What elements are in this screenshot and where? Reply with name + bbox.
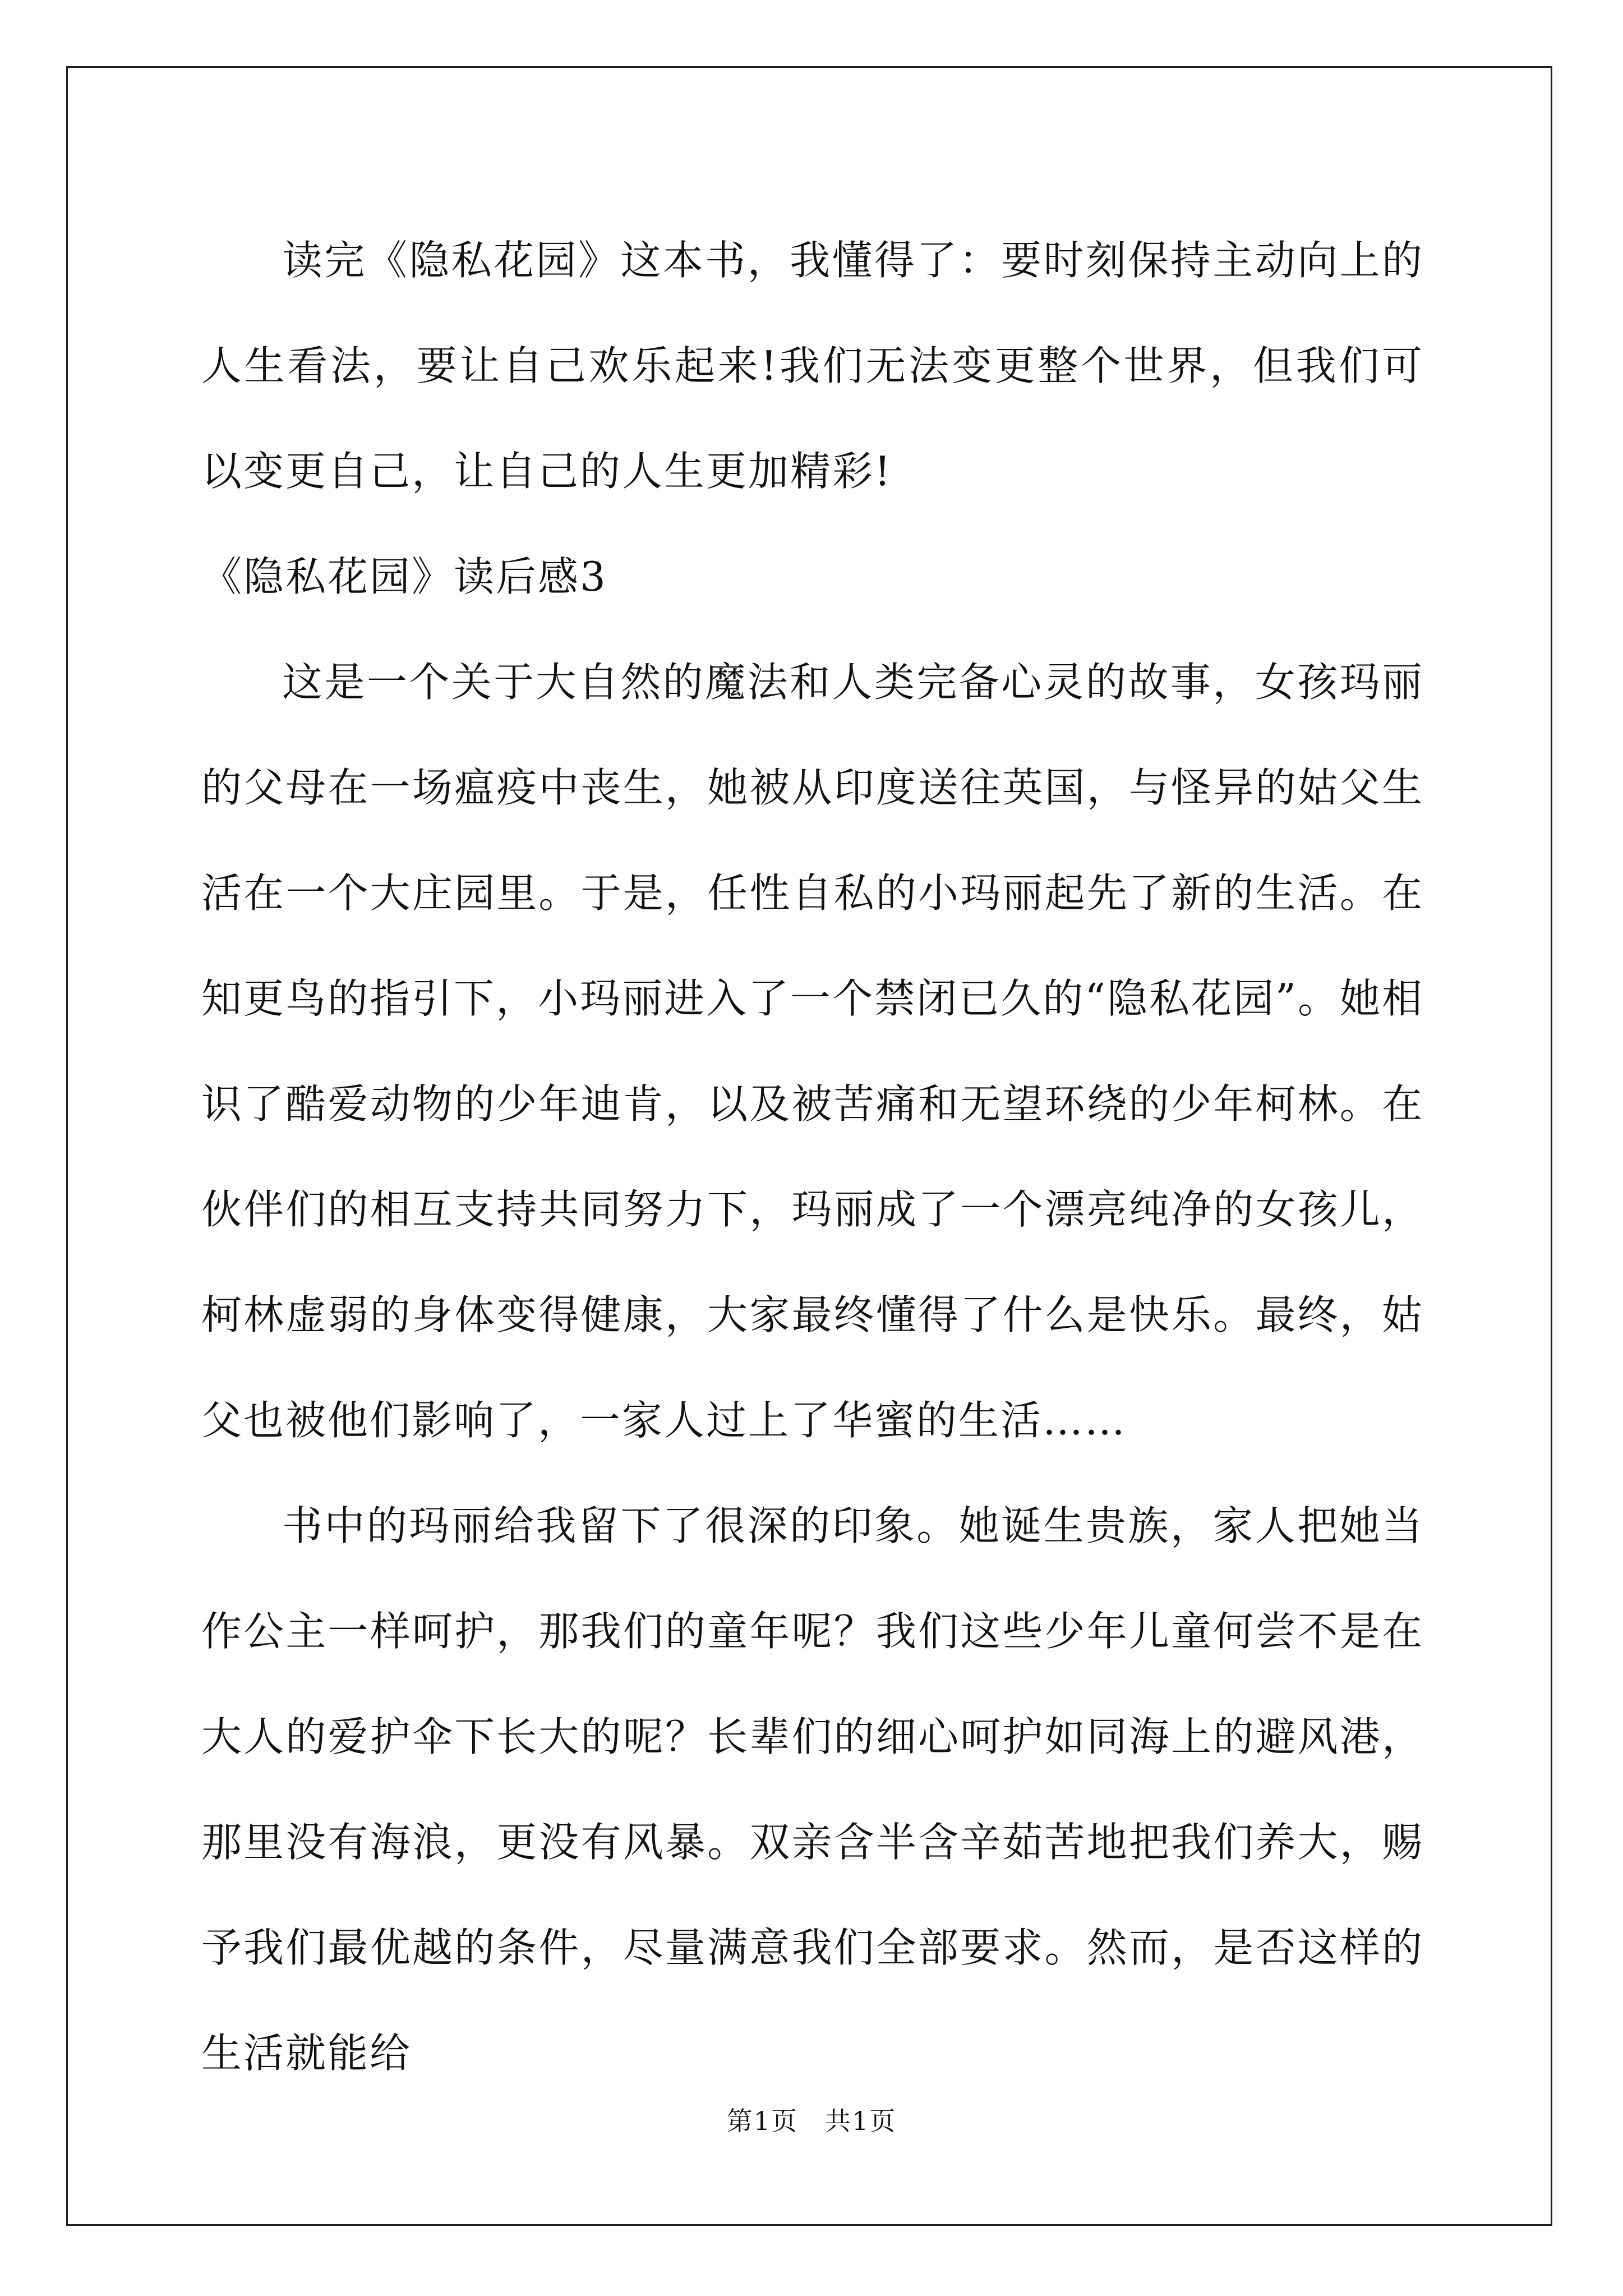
paragraph-conclusion: 读完《隐私花园》这本书，我懂得了：要时刻保持主动向上的人生看法，要让自己欢乐起来!我们无法变更整个世界，但我们可以变更自己，让自己的人生更加精彩!	[201, 237, 1424, 495]
page-number: 第1页 共1页	[726, 2106, 897, 2136]
section-heading: 《隐私花园》读后感3	[201, 553, 607, 600]
document-body	[201, 208, 1424, 2106]
paragraph-story-summary: 这是一个关于大自然的魔法和人类完备心灵的故事，女孩玛丽的父母在一场瘟疫中丧生，她被从印度送往英国，与怪异的姑父生活在一个大庄园里。于是，任性自私的小玛丽起先了新的生活。在知更鸟的指引下，小玛丽进入了一个禁闭已久的“隐私花园”。她相识了酷爱动物的少年迪肯，以及被苦痛和无望环绕的少年柯林。在伙伴们的相互支持共同努力下，玛丽成了一个漂亮纯净的女孩儿，柯林虚弱的身体变得健康，大家最终懂得了什么是快乐。最终，姑父也被他们影响了，一家人过上了华蜜的生活……	[201, 659, 1424, 1444]
paragraph-mary-impression: 书中的玛丽给我留下了很深的印象。她诞生贵族，家人把她当作公主一样呵护，那我们的童年呢？我们这些少年儿童何尝不是在大人的爱护伞下长大的呢？长辈们的细心呵护如同海上的避风港，那里没有海浪，更没有风暴。双亲含半含辛茹苦地把我们养大，赐予我们最优越的条件，尽量满意我们全部要求。然而，是否这样的生活就能给	[201, 1502, 1424, 2077]
